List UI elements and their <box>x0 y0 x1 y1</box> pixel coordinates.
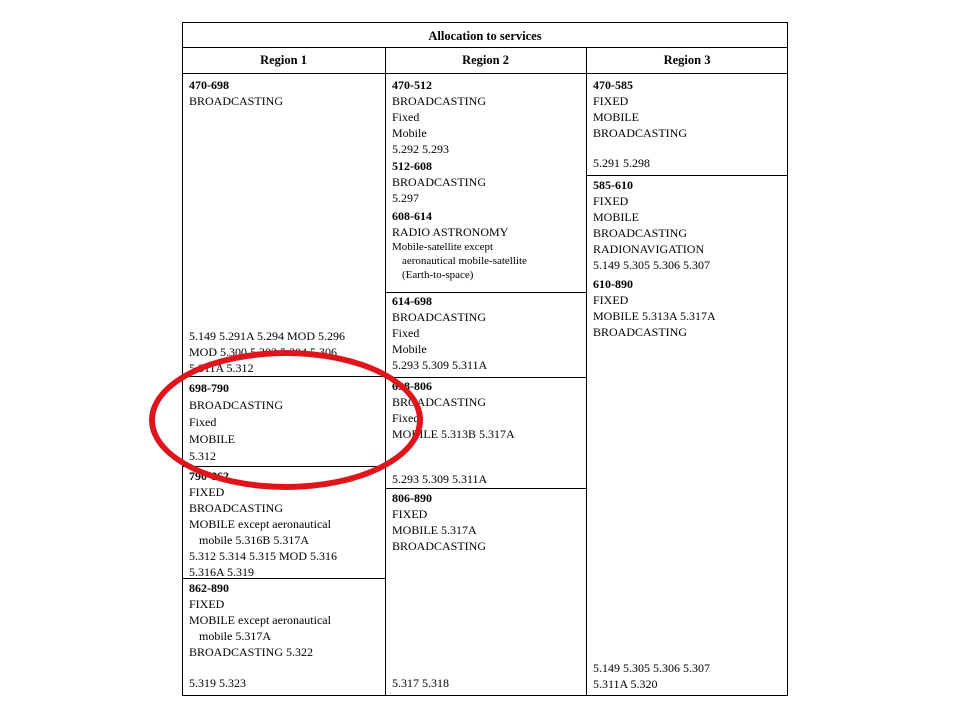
band-label: 610-890 <box>593 277 633 291</box>
footnote-line: MOD 5.300 5.302 5.304 5.306 <box>189 345 338 359</box>
service-line: Mobile <box>392 342 427 356</box>
band-cell-470-512 <box>392 77 486 157</box>
footnote-line: 5.311A 5.320 <box>593 677 658 691</box>
service-line: MOBILE 5.317A <box>392 523 477 537</box>
band-label: 806-890 <box>392 491 432 505</box>
service-line: FIXED <box>593 94 629 108</box>
footnote-line: 5.312 <box>189 449 216 463</box>
band-label: 790-862 <box>189 469 229 483</box>
service-line: BROADCASTING <box>593 226 688 240</box>
service-line: Fixed <box>392 411 420 425</box>
footnote-line: 5.293 5.309 5.311A <box>392 358 488 372</box>
service-line: mobile 5.316B 5.317A <box>199 533 309 547</box>
service-line: BROADCASTING <box>189 501 284 515</box>
service-line: RADIONAVIGATION <box>593 242 705 256</box>
header-region-1: Region 1 <box>260 53 307 67</box>
band-cell-614-698 <box>392 293 487 373</box>
footnote-line: 5.293 5.309 5.311A <box>392 472 488 486</box>
footnote-line: 5.297 <box>392 191 419 205</box>
service-line: BROADCASTING 5.322 <box>189 645 314 659</box>
service-line: Mobile-satellite except <box>392 241 494 253</box>
service-line: FIXED <box>392 507 428 521</box>
service-line: BROADCASTING <box>593 126 688 140</box>
band-cell-470-585 <box>593 77 687 141</box>
band-label: 470-698 <box>189 78 229 92</box>
footnotes-806-890 <box>392 675 449 691</box>
service-line: FIXED <box>593 293 629 307</box>
service-line: FIXED <box>189 485 225 499</box>
band-label: 585-610 <box>593 178 633 192</box>
footnote-line: 5.149 5.291A 5.294 MOD 5.296 <box>189 329 346 343</box>
footnote-line: 5.312 5.314 5.315 MOD 5.316 <box>189 549 338 563</box>
band-cell-608-614 <box>392 208 527 282</box>
band-cell-512-608 <box>392 158 486 206</box>
band-cell-806-890 <box>392 490 486 554</box>
service-line: MOBILE <box>189 432 235 446</box>
band-cell-862-890 <box>189 580 331 660</box>
band-label: 614-698 <box>392 294 432 308</box>
service-line: FIXED <box>593 194 629 208</box>
service-line: MOBILE 5.313A 5.317A <box>593 309 716 323</box>
footnote-line: 5.291 5.298 <box>593 156 650 170</box>
row-divider <box>385 488 586 489</box>
band-label: 470-512 <box>392 78 432 92</box>
footnote-line: 5.319 5.323 <box>189 676 246 690</box>
footnote-line: 5.149 5.305 5.306 5.307 <box>593 661 710 675</box>
band-cell-610-890 <box>593 276 716 340</box>
footnotes-610-890 <box>593 660 710 692</box>
service-line: Mobile <box>392 126 427 140</box>
divider <box>182 47 788 48</box>
service-line: BROADCASTING <box>392 94 487 108</box>
service-line: MOBILE except aeronautical <box>189 517 331 531</box>
service-line: BROADCASTING <box>593 325 688 339</box>
service-line: (Earth-to-space) <box>402 269 474 281</box>
footnote-line: 5.317 5.318 <box>392 676 449 690</box>
service-line: BROADCASTING <box>189 398 284 412</box>
service-line: MOBILE 5.313B 5.317A <box>392 427 515 441</box>
service-line: MOBILE except aeronautical <box>189 613 331 627</box>
service-line: BROADCASTING <box>189 94 284 108</box>
service-line: FIXED <box>189 597 225 611</box>
header-region-2: Region 2 <box>462 53 509 67</box>
service-line: BROADCASTING <box>392 395 487 409</box>
footnote-line: 5.311A 5.312 <box>189 361 254 375</box>
band-label: 470-585 <box>593 78 633 92</box>
footnotes-862-890 <box>189 675 246 691</box>
footnote-line: 5.149 5.305 5.306 5.307 <box>593 258 710 272</box>
footnote-line: 5.316A 5.319 <box>189 565 255 579</box>
service-line: BROADCASTING <box>392 310 487 324</box>
service-line: BROADCASTING <box>392 539 487 553</box>
band-label: 862-890 <box>189 581 229 595</box>
service-line: Fixed <box>392 110 420 124</box>
band-cell-585-610 <box>593 177 710 273</box>
service-line: MOBILE <box>593 210 639 224</box>
divider <box>182 73 788 74</box>
band-cell-470-698 <box>189 77 283 109</box>
footnote-line: 5.292 5.293 <box>392 142 449 156</box>
service-line: mobile 5.317A <box>199 629 271 643</box>
band-label: 608-614 <box>392 209 432 223</box>
service-line: Fixed <box>392 326 420 340</box>
band-label: 698-806 <box>392 379 432 393</box>
footnotes-698-806 <box>392 471 487 487</box>
column-divider <box>586 47 587 696</box>
service-line: Fixed <box>189 415 217 429</box>
highlight-ellipse <box>149 350 423 490</box>
band-label: 698-790 <box>189 381 229 395</box>
service-line: BROADCASTING <box>392 175 487 189</box>
service-line: aeronautical mobile-satellite <box>402 255 527 267</box>
row-divider <box>586 175 788 176</box>
table-title: Allocation to services <box>428 29 542 43</box>
service-line: RADIO ASTRONOMY <box>392 225 509 239</box>
header-region-3: Region 3 <box>663 53 711 67</box>
footnotes-470-585 <box>593 155 650 171</box>
service-line: MOBILE <box>593 110 639 124</box>
band-label: 512-608 <box>392 159 432 173</box>
